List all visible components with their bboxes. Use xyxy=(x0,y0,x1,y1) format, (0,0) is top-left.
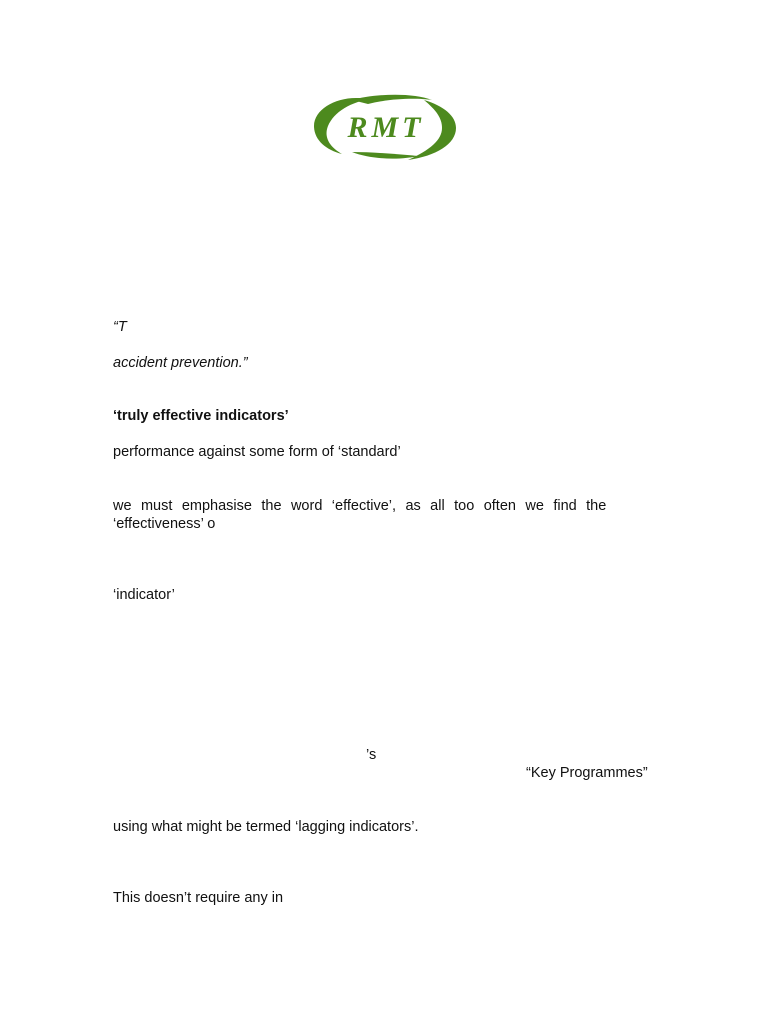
lagging-indicators-text: using what might be termed ‘lagging indicators’. xyxy=(113,819,419,835)
key-programmes-text: “Key Programmes” xyxy=(526,765,648,781)
rmt-logo xyxy=(312,90,458,162)
doesnt-require-text: This doesn’t require any in xyxy=(113,890,284,906)
logo-swoosh-top xyxy=(352,95,432,104)
performance-standard-text: performance against some form of ‘standard’ xyxy=(113,444,401,460)
possessive-fragment: ’s xyxy=(366,747,377,763)
quote-opening: “T xyxy=(113,319,127,335)
indicator-text: ‘indicator’ xyxy=(113,587,175,603)
quote-closing: accident prevention.” xyxy=(113,355,248,371)
emphasise-effective-line-1: we must emphasise the word ‘effective’, as all too often we find the xyxy=(113,498,607,514)
logo-swoosh-bottom xyxy=(352,152,418,159)
emphasise-effective-line-2: ‘effectiveness’ o xyxy=(113,516,216,532)
truly-effective-indicators: ‘truly effective indicators’ xyxy=(113,408,289,424)
logo-text: RMT xyxy=(347,111,425,144)
